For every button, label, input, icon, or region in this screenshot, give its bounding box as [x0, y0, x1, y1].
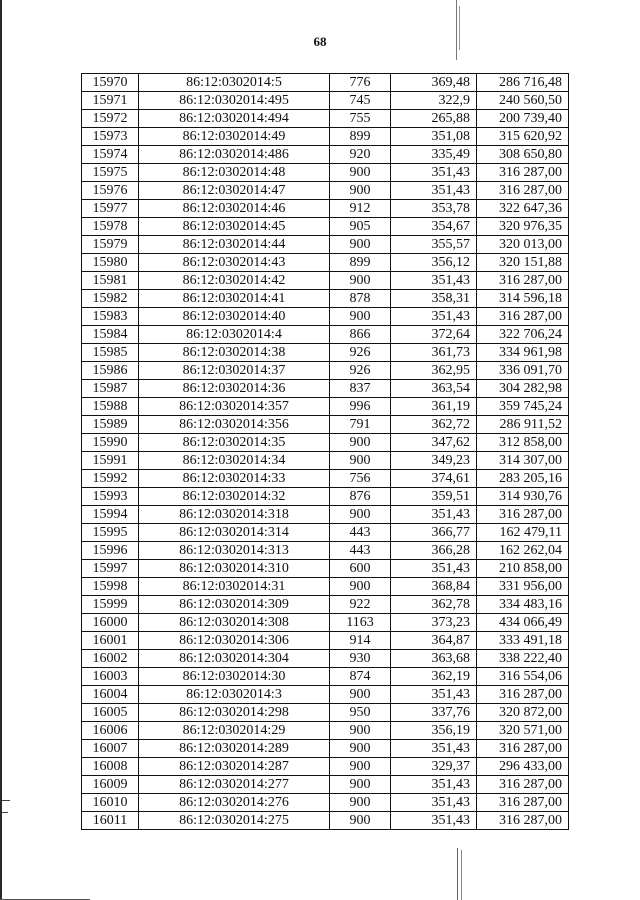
table-row	[82, 524, 569, 542]
row-number-cell: 15976	[82, 182, 139, 200]
cadastral-number-cell: 86:12:0302014:34	[139, 452, 330, 470]
table-row	[82, 290, 569, 308]
cadastral-number-cell: 86:12:0302014:4	[139, 326, 330, 344]
area-cell: 351,08	[391, 128, 477, 146]
area-cell: 351,43	[391, 506, 477, 524]
area-cell: 373,23	[391, 614, 477, 632]
cadastral-number-cell: 86:12:0302014:314	[139, 524, 330, 542]
area-cell: 359,51	[391, 488, 477, 506]
quantity-cell: 900	[330, 434, 391, 452]
quantity-cell: 443	[330, 542, 391, 560]
table-row	[82, 506, 569, 524]
quantity-cell: 900	[330, 236, 391, 254]
area-cell: 351,43	[391, 812, 477, 830]
row-number-cell: 15991	[82, 452, 139, 470]
table-row	[82, 128, 569, 146]
cadastral-number-cell: 86:12:0302014:486	[139, 146, 330, 164]
row-number-cell: 15983	[82, 308, 139, 326]
area-cell: 366,77	[391, 524, 477, 542]
cadastral-number-cell: 86:12:0302014:46	[139, 200, 330, 218]
row-number-cell: 15992	[82, 470, 139, 488]
value-cell: 338 222,40	[477, 650, 569, 668]
cadastral-number-cell: 86:12:0302014:36	[139, 380, 330, 398]
area-cell: 364,87	[391, 632, 477, 650]
value-cell: 316 287,00	[477, 272, 569, 290]
cadastral-number-cell: 86:12:0302014:306	[139, 632, 330, 650]
cadastral-number-cell: 86:12:0302014:3	[139, 686, 330, 704]
area-cell: 363,68	[391, 650, 477, 668]
area-cell: 356,19	[391, 722, 477, 740]
value-cell: 210 858,00	[477, 560, 569, 578]
table-row	[82, 452, 569, 470]
cadastral-number-cell: 86:12:0302014:357	[139, 398, 330, 416]
table-row	[82, 236, 569, 254]
value-cell: 334 483,16	[477, 596, 569, 614]
value-cell: 286 716,48	[477, 74, 569, 92]
value-cell: 304 282,98	[477, 380, 569, 398]
area-cell: 322,9	[391, 92, 477, 110]
cadastral-number-cell: 86:12:0302014:30	[139, 668, 330, 686]
quantity-cell: 443	[330, 524, 391, 542]
row-number-cell: 15982	[82, 290, 139, 308]
cadastral-number-cell: 86:12:0302014:304	[139, 650, 330, 668]
cadastral-number-cell: 86:12:0302014:33	[139, 470, 330, 488]
cadastral-number-cell: 86:12:0302014:42	[139, 272, 330, 290]
quantity-cell: 930	[330, 650, 391, 668]
cadastral-number-cell: 86:12:0302014:275	[139, 812, 330, 830]
row-number-cell: 15996	[82, 542, 139, 560]
row-number-cell: 15974	[82, 146, 139, 164]
quantity-cell: 837	[330, 380, 391, 398]
area-cell: 362,72	[391, 416, 477, 434]
cadastral-number-cell: 86:12:0302014:5	[139, 74, 330, 92]
area-cell: 361,19	[391, 398, 477, 416]
area-cell: 337,76	[391, 704, 477, 722]
table-row	[82, 542, 569, 560]
row-number-cell: 15970	[82, 74, 139, 92]
row-number-cell: 15971	[82, 92, 139, 110]
table-row	[82, 470, 569, 488]
table-row	[82, 722, 569, 740]
value-cell: 320 571,00	[477, 722, 569, 740]
table-row	[82, 668, 569, 686]
quantity-cell: 914	[330, 632, 391, 650]
table-row	[82, 344, 569, 362]
quantity-cell: 900	[330, 272, 391, 290]
cadastral-number-cell: 86:12:0302014:308	[139, 614, 330, 632]
value-cell: 322 706,24	[477, 326, 569, 344]
value-cell: 314 596,18	[477, 290, 569, 308]
cadastral-number-cell: 86:12:0302014:287	[139, 758, 330, 776]
value-cell: 322 647,36	[477, 200, 569, 218]
cadastral-number-cell: 86:12:0302014:356	[139, 416, 330, 434]
cadastral-number-cell: 86:12:0302014:35	[139, 434, 330, 452]
page-number: 68	[313, 34, 327, 49]
area-cell: 372,64	[391, 326, 477, 344]
table-row	[82, 218, 569, 236]
quantity-cell: 876	[330, 488, 391, 506]
quantity-cell: 776	[330, 74, 391, 92]
value-cell: 162 479,11	[477, 524, 569, 542]
area-cell: 353,78	[391, 200, 477, 218]
value-cell: 320 013,00	[477, 236, 569, 254]
row-number-cell: 15993	[82, 488, 139, 506]
value-cell: 283 205,16	[477, 470, 569, 488]
quantity-cell: 900	[330, 776, 391, 794]
area-cell: 354,67	[391, 218, 477, 236]
quantity-cell: 866	[330, 326, 391, 344]
row-number-cell: 15978	[82, 218, 139, 236]
quantity-cell: 791	[330, 416, 391, 434]
row-number-cell: 15981	[82, 272, 139, 290]
cadastral-number-cell: 86:12:0302014:45	[139, 218, 330, 236]
row-number-cell: 15999	[82, 596, 139, 614]
area-cell: 335,49	[391, 146, 477, 164]
quantity-cell: 900	[330, 812, 391, 830]
cadastral-number-cell: 86:12:0302014:32	[139, 488, 330, 506]
area-cell: 374,61	[391, 470, 477, 488]
table-row	[82, 92, 569, 110]
quantity-cell: 900	[330, 794, 391, 812]
cadastral-number-cell: 86:12:0302014:29	[139, 722, 330, 740]
cadastral-number-cell: 86:12:0302014:37	[139, 362, 330, 380]
value-cell: 296 433,00	[477, 758, 569, 776]
table-row	[82, 434, 569, 452]
quantity-cell: 900	[330, 758, 391, 776]
quantity-cell: 926	[330, 362, 391, 380]
quantity-cell: 996	[330, 398, 391, 416]
scan-mark-top	[456, 0, 457, 60]
cadastral-number-cell: 86:12:0302014:298	[139, 704, 330, 722]
quantity-cell: 900	[330, 740, 391, 758]
cadastral-number-cell: 86:12:0302014:276	[139, 794, 330, 812]
value-cell: 316 287,00	[477, 686, 569, 704]
cadastral-number-cell: 86:12:0302014:494	[139, 110, 330, 128]
quantity-cell: 900	[330, 164, 391, 182]
table-row	[82, 488, 569, 506]
value-cell: 434 066,49	[477, 614, 569, 632]
area-cell: 351,43	[391, 164, 477, 182]
cadastral-number-cell: 86:12:0302014:31	[139, 578, 330, 596]
quantity-cell: 899	[330, 254, 391, 272]
table-row	[82, 200, 569, 218]
table-row	[82, 578, 569, 596]
value-cell: 200 739,40	[477, 110, 569, 128]
cadastral-number-cell: 86:12:0302014:40	[139, 308, 330, 326]
table-row	[82, 650, 569, 668]
row-number-cell: 15995	[82, 524, 139, 542]
table-row	[82, 362, 569, 380]
value-cell: 316 287,00	[477, 740, 569, 758]
row-number-cell: 15980	[82, 254, 139, 272]
cadastral-number-cell: 86:12:0302014:44	[139, 236, 330, 254]
table-row	[82, 254, 569, 272]
row-number-cell: 16008	[82, 758, 139, 776]
cadastral-number-cell: 86:12:0302014:310	[139, 560, 330, 578]
cadastral-number-cell: 86:12:0302014:289	[139, 740, 330, 758]
table-row	[82, 164, 569, 182]
area-cell: 355,57	[391, 236, 477, 254]
quantity-cell: 900	[330, 308, 391, 326]
table-row	[82, 74, 569, 92]
value-cell: 320 151,88	[477, 254, 569, 272]
value-cell: 315 620,92	[477, 128, 569, 146]
cadastral-number-cell: 86:12:0302014:318	[139, 506, 330, 524]
row-number-cell: 16004	[82, 686, 139, 704]
value-cell: 320 872,00	[477, 704, 569, 722]
table-row	[82, 380, 569, 398]
table-row	[82, 272, 569, 290]
table-row	[82, 812, 569, 830]
table-row	[82, 308, 569, 326]
row-number-cell: 15990	[82, 434, 139, 452]
cadastral-number-cell: 86:12:0302014:313	[139, 542, 330, 560]
value-cell: 359 745,24	[477, 398, 569, 416]
area-cell: 329,37	[391, 758, 477, 776]
table-row	[82, 776, 569, 794]
quantity-cell: 756	[330, 470, 391, 488]
table-row	[82, 614, 569, 632]
cadastral-number-cell: 86:12:0302014:48	[139, 164, 330, 182]
value-cell: 316 554,06	[477, 668, 569, 686]
area-cell: 347,62	[391, 434, 477, 452]
row-number-cell: 16011	[82, 812, 139, 830]
row-number-cell: 16000	[82, 614, 139, 632]
area-cell: 349,23	[391, 452, 477, 470]
area-cell: 362,19	[391, 668, 477, 686]
scan-mark-bottom	[457, 848, 458, 900]
cadastral-number-cell: 86:12:0302014:495	[139, 92, 330, 110]
cadastral-number-cell: 86:12:0302014:43	[139, 254, 330, 272]
area-cell: 361,73	[391, 344, 477, 362]
table-row	[82, 560, 569, 578]
row-number-cell: 15988	[82, 398, 139, 416]
row-number-cell: 15994	[82, 506, 139, 524]
table-row	[82, 704, 569, 722]
table-row	[82, 632, 569, 650]
area-cell: 369,48	[391, 74, 477, 92]
table-row	[82, 686, 569, 704]
quantity-cell: 900	[330, 722, 391, 740]
value-cell: 316 287,00	[477, 794, 569, 812]
value-cell: 320 976,35	[477, 218, 569, 236]
value-cell: 286 911,52	[477, 416, 569, 434]
scan-mark-bottom-secondary	[461, 850, 462, 900]
row-number-cell: 15979	[82, 236, 139, 254]
value-cell: 336 091,70	[477, 362, 569, 380]
table-row	[82, 182, 569, 200]
area-cell: 351,43	[391, 776, 477, 794]
quantity-cell: 900	[330, 578, 391, 596]
cadastral-table	[81, 73, 569, 830]
cadastral-number-cell: 86:12:0302014:41	[139, 290, 330, 308]
area-cell: 351,43	[391, 794, 477, 812]
area-cell: 351,43	[391, 740, 477, 758]
quantity-cell: 1163	[330, 614, 391, 632]
cadastral-number-cell: 86:12:0302014:47	[139, 182, 330, 200]
value-cell: 240 560,50	[477, 92, 569, 110]
cadastral-number-cell: 86:12:0302014:309	[139, 596, 330, 614]
row-number-cell: 16002	[82, 650, 139, 668]
table-row	[82, 146, 569, 164]
quantity-cell: 926	[330, 344, 391, 362]
quantity-cell: 922	[330, 596, 391, 614]
value-cell: 316 287,00	[477, 164, 569, 182]
quantity-cell: 912	[330, 200, 391, 218]
area-cell: 366,28	[391, 542, 477, 560]
area-cell: 351,43	[391, 686, 477, 704]
row-number-cell: 16005	[82, 704, 139, 722]
table-row	[82, 398, 569, 416]
area-cell: 363,54	[391, 380, 477, 398]
area-cell: 362,95	[391, 362, 477, 380]
area-cell: 351,43	[391, 182, 477, 200]
value-cell: 308 650,80	[477, 146, 569, 164]
value-cell: 331 956,00	[477, 578, 569, 596]
value-cell: 316 287,00	[477, 776, 569, 794]
row-number-cell: 15989	[82, 416, 139, 434]
value-cell: 316 287,00	[477, 182, 569, 200]
table-row	[82, 740, 569, 758]
table-row	[82, 326, 569, 344]
row-number-cell: 16001	[82, 632, 139, 650]
area-cell: 356,12	[391, 254, 477, 272]
quantity-cell: 755	[330, 110, 391, 128]
value-cell: 312 858,00	[477, 434, 569, 452]
table-body	[82, 74, 569, 830]
scan-edge-left	[0, 0, 2, 900]
row-number-cell: 16007	[82, 740, 139, 758]
quantity-cell: 745	[330, 92, 391, 110]
quantity-cell: 905	[330, 218, 391, 236]
row-number-cell: 15987	[82, 380, 139, 398]
row-number-cell: 15985	[82, 344, 139, 362]
row-number-cell: 15972	[82, 110, 139, 128]
quantity-cell: 874	[330, 668, 391, 686]
table-row	[82, 596, 569, 614]
area-cell: 351,43	[391, 272, 477, 290]
area-cell: 362,78	[391, 596, 477, 614]
area-cell: 351,43	[391, 308, 477, 326]
row-number-cell: 15977	[82, 200, 139, 218]
value-cell: 316 287,00	[477, 308, 569, 326]
table-row	[82, 758, 569, 776]
area-cell: 265,88	[391, 110, 477, 128]
row-number-cell: 15975	[82, 164, 139, 182]
value-cell: 316 287,00	[477, 506, 569, 524]
quantity-cell: 900	[330, 686, 391, 704]
scan-tick-mark	[2, 812, 8, 813]
cadastral-number-cell: 86:12:0302014:277	[139, 776, 330, 794]
table-row	[82, 794, 569, 812]
table-row	[82, 110, 569, 128]
row-number-cell: 15998	[82, 578, 139, 596]
quantity-cell: 900	[330, 182, 391, 200]
quantity-cell: 600	[330, 560, 391, 578]
row-number-cell: 16009	[82, 776, 139, 794]
quantity-cell: 920	[330, 146, 391, 164]
cadastral-number-cell: 86:12:0302014:49	[139, 128, 330, 146]
area-cell: 351,43	[391, 560, 477, 578]
table-row	[82, 416, 569, 434]
quantity-cell: 900	[330, 452, 391, 470]
value-cell: 314 307,00	[477, 452, 569, 470]
row-number-cell: 16006	[82, 722, 139, 740]
value-cell: 162 262,04	[477, 542, 569, 560]
cadastral-number-cell: 86:12:0302014:38	[139, 344, 330, 362]
row-number-cell: 15973	[82, 128, 139, 146]
value-cell: 334 961,98	[477, 344, 569, 362]
row-number-cell: 16003	[82, 668, 139, 686]
quantity-cell: 950	[330, 704, 391, 722]
row-number-cell: 15997	[82, 560, 139, 578]
row-number-cell: 15986	[82, 362, 139, 380]
quantity-cell: 899	[330, 128, 391, 146]
scan-tick-mark	[2, 800, 10, 801]
quantity-cell: 900	[330, 506, 391, 524]
row-number-cell: 16010	[82, 794, 139, 812]
row-number-cell: 15984	[82, 326, 139, 344]
value-cell: 316 287,00	[477, 812, 569, 830]
quantity-cell: 878	[330, 290, 391, 308]
value-cell: 314 930,76	[477, 488, 569, 506]
area-cell: 368,84	[391, 578, 477, 596]
area-cell: 358,31	[391, 290, 477, 308]
value-cell: 333 491,18	[477, 632, 569, 650]
